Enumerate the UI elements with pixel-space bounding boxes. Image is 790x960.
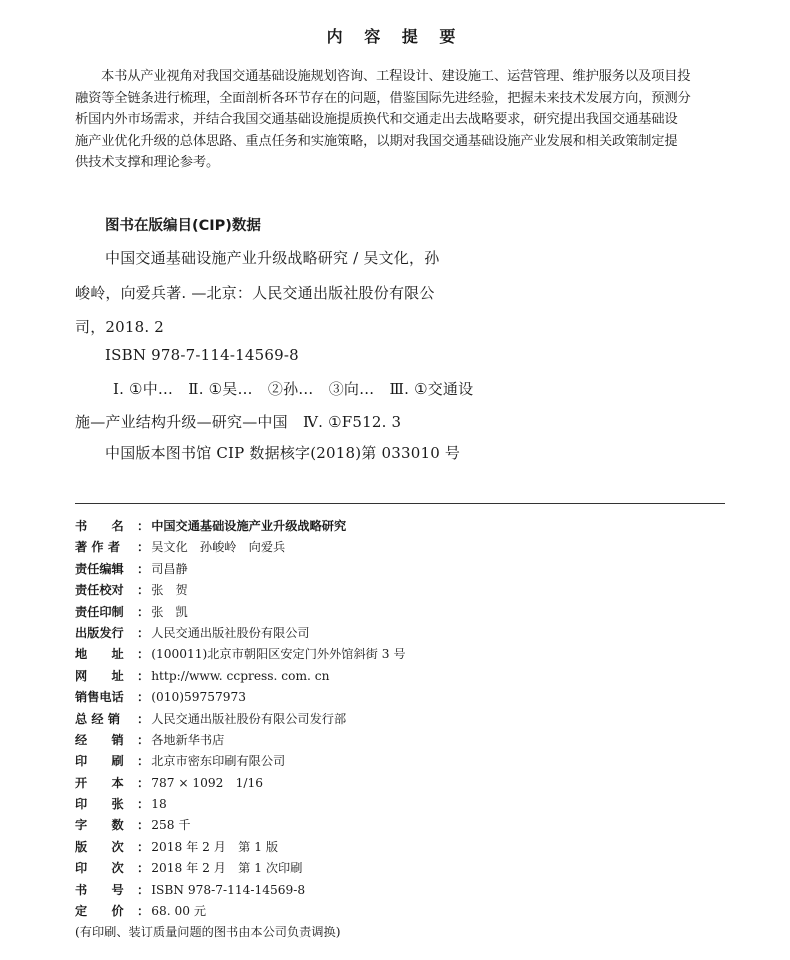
colophon-value: ISBN 978-7-114-14569-8 [151,882,306,897]
colophon-value: (100011)北京市朝阳区安定门外外馆斜街 3 号 [151,647,406,662]
colophon-row: 印 张 ： 18 [75,794,406,815]
colophon-value: 北京市密东印刷有限公司 [151,754,286,769]
colophon-row: 书 名 ： 中国交通基础设施产业升级战略研究 [75,516,406,537]
summary-line: 析国内外市场需求，并结合我国交通基础设施提质换代和交通走出去战略要求，研究提出我国交通基础设 [75,112,678,127]
colophon-row: 经 销 ： 各地新华书店 [75,730,406,751]
cip-line: 中国交通基础设施产业升级战略研究 / 吴文化，孙 [105,249,440,267]
colophon-row: 销售电话 ： (010)59757973 [75,687,406,708]
colophon-value: 787 × 1092 1/16 [151,775,263,790]
colophon-label: 书 号 [75,882,124,897]
colophon-row: 版 次 ： 2018 年 2 月 第 1 版 [75,837,406,858]
colophon-row: 开 本 ： 787 × 1092 1/16 [75,773,406,794]
colophon-label: 地 址 [75,647,124,662]
colophon-label: 开 本 [75,775,124,790]
colophon-row: 网 址 ： http://www. ccpress. com. cn [75,666,406,687]
colophon-value: 司昌静 [151,561,188,576]
colophon-row: 字 数 ： 258 千 [75,815,406,836]
colophon-row: 印 次 ： 2018 年 2 月 第 1 次印刷 [75,858,406,879]
colophon-row: 书 号 ： ISBN 978-7-114-14569-8 [75,880,406,901]
colophon-value: (010)59757973 [151,690,246,705]
colophon-value: 2018 年 2 月 第 1 次印刷 [151,861,303,876]
colophon-value: 张 贺 [151,583,188,598]
colophon-label: 著 作 者 [75,540,121,555]
colophon-label: 定 价 [75,904,124,919]
book-title-value: 中国交通基础设施产业升级战略研究 [151,519,347,533]
colophon-label: 责任校对 [75,583,124,598]
cip-line: 峻岭，向爱兵著. —北京：人民交通出版社股份有限公 [75,284,435,302]
colophon-label: 印 次 [75,861,124,876]
colophon-row: 定 价 ： 68. 00 元 [75,901,406,922]
cip-record-number: 中国版本图书馆 CIP 数据核字(2018)第 033010 号 [105,444,461,462]
colophon-row: 责任编辑 ： 司昌静 [75,559,406,580]
cip-isbn: ISBN 978-7-114-14569-8 [105,346,299,364]
colophon-label: 印 刷 [75,754,124,769]
colophon-row: 总 经 销 ： 人民交通出版社股份有限公司发行部 [75,709,406,730]
cip-line: 施—产业结构升级—研究—中国 Ⅳ. ①F512. 3 [75,413,402,431]
summary-title: 内 容 提 要 [326,27,464,46]
colophon-label: 网 址 [75,668,124,683]
colophon-row: 责任校对 ： 张 贺 [75,580,406,601]
colophon-label: 责任印制 [75,604,124,619]
colophon-row: 责任印制 ： 张 凯 [75,602,406,623]
colophon-value: 258 千 [151,818,191,833]
colophon-label: 责任编辑 [75,561,124,576]
colophon-label: 出版发行 [75,625,124,640]
colophon-table [75,516,406,944]
summary-line: 融资等全链条进行梳理，全面剖析各环节存在的问题，借鉴国际先进经验，把握未来技术发展方向，预测分 [75,90,691,106]
colophon-label: 字 数 [75,818,124,833]
colophon-value: 吴文化 孙峻岭 向爱兵 [151,540,286,555]
colophon-row: 印 刷 ： 北京市密东印刷有限公司 [75,751,406,772]
colophon-label: 经 销 [75,732,124,747]
colophon-label: 销售电话 [75,690,124,705]
colophon-value: 各地新华书店 [151,732,225,747]
cip-line: Ⅰ. ①中… Ⅱ. ①吴… ②孙… ③向… Ⅲ. ①交通设 [113,380,474,398]
cip-line: 司，2018. 2 [75,318,165,336]
colophon-value: 人民交通出版社股份有限公司 [151,625,310,640]
summary-line: 本书从产业视角对我国交通基础设施规划咨询、工程设计、建设施工、运营管理、维护服务以及项目投 [101,69,691,84]
quality-note: (有印刷、装订质量问题的图书由本公司负责调换) [75,925,341,940]
colophon-value: http://www. ccpress. com. cn [151,668,330,683]
cip-title: 图书在版编目(CIP)数据 [105,218,261,234]
divider-line [75,503,725,504]
colophon-value: 2018 年 2 月 第 1 版 [151,839,279,854]
summary-line: 施产业优化升级的总体思路、重点任务和实施策略，以期对我国交通基础设施产业发展和相关政策制定提 [75,133,678,149]
colophon-row: 出版发行 ： 人民交通出版社股份有限公司 [75,623,406,644]
colophon-row: 地 址 ： (100011)北京市朝阳区安定门外外馆斜街 3 号 [75,644,406,665]
colophon-value: 68. 00 元 [151,904,207,919]
summary-line: 供技术支撑和理论参考。 [75,155,220,170]
colophon-value: 人民交通出版社股份有限公司发行部 [151,711,347,726]
colophon-label: 版 次 [75,839,124,854]
colophon-label: 总 经 销 [75,711,121,726]
colophon-value: 18 [151,797,167,812]
summary-paragraph [75,66,712,174]
colophon-row: 著 作 者 ： 吴文化 孙峻岭 向爱兵 [75,537,406,558]
colophon-label: 印 张 [75,797,124,812]
colophon-label: 书 名 [75,519,124,533]
colophon-value: 张 凯 [151,604,188,619]
